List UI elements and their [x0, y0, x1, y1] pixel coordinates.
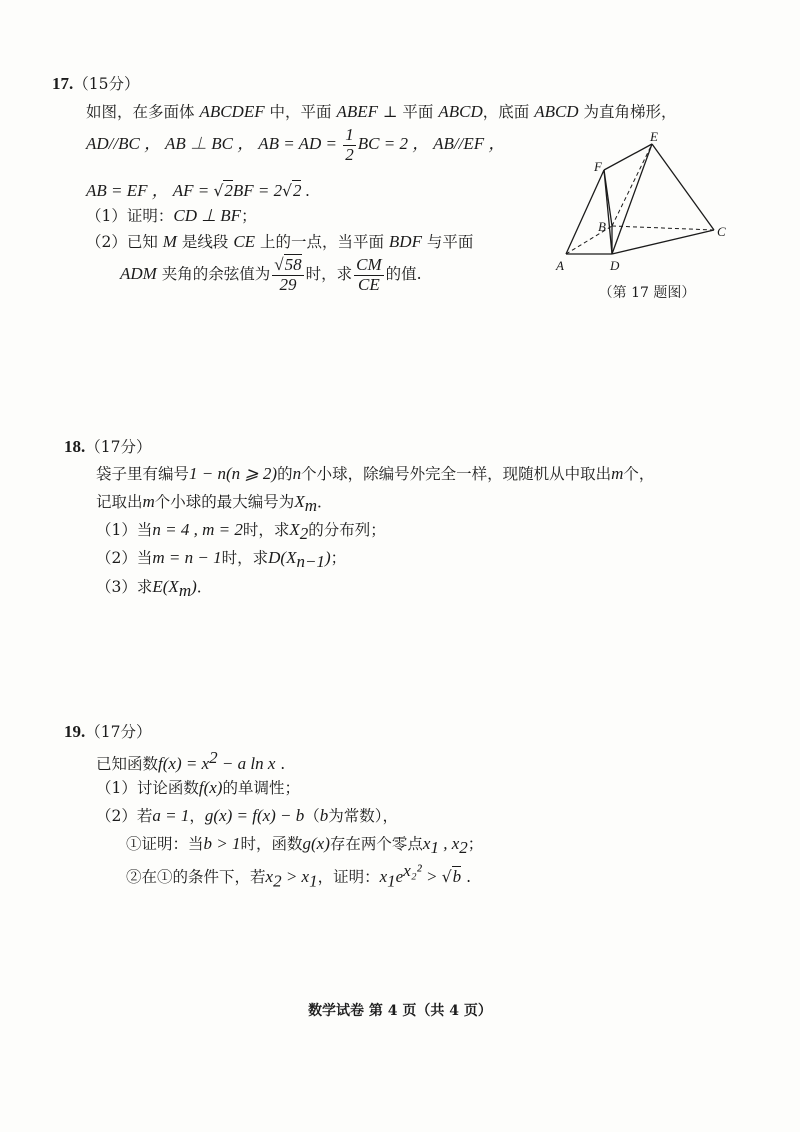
polyhedron-diagram: [552, 128, 742, 278]
q17-sqrt2-b: 2: [292, 181, 302, 200]
q17-part1-end: ；: [241, 207, 257, 225]
q17-part2-line2: [120, 256, 422, 294]
q18-line2-X: X: [294, 492, 305, 511]
q18-p3-sub: m: [178, 581, 192, 601]
q19-s2-lhs-e: e: [395, 867, 404, 887]
q19-part2: [96, 804, 398, 826]
q17-intro-mid2: ，底面: [482, 103, 535, 121]
q17-perp: ⊥ 平面: [378, 103, 439, 121]
edge-CD: [612, 230, 714, 254]
q18-p1-end: 的分布列；: [308, 521, 386, 539]
q19-part1: [96, 776, 300, 798]
q17-part2-mid2: 上的一点，当平面: [255, 233, 389, 251]
q17-part2-end: 与平面: [421, 233, 474, 251]
q19-line1-sup: 2: [209, 748, 218, 767]
q19-p1-end: 的单调性；: [222, 779, 300, 797]
q19-points: （17分）: [85, 723, 152, 741]
q19-s1-end: ；: [467, 835, 484, 853]
q19-s2-label: ②在①的条件下，若: [126, 868, 266, 887]
q19-s2-rhs-sqrt: b: [452, 867, 462, 887]
q17-part2-label: （2）已知: [86, 233, 163, 251]
q18-p3-close: ): [191, 577, 197, 596]
q18-p2-D: D(X: [268, 548, 297, 567]
q19-s2-x1: x: [301, 867, 310, 887]
q19-s2-gt: >: [281, 867, 302, 887]
q17-header: [52, 72, 139, 94]
q17-plane2: ABCD: [438, 102, 483, 121]
q18-line2-b: 个小球的最大编号为: [154, 493, 295, 511]
q17-cond2b: BF = 2: [232, 181, 283, 200]
q18-p2-end: ；: [330, 549, 347, 567]
q17-figure-caption: （第 17 题图）: [598, 285, 696, 301]
q17-cos-num: [272, 256, 303, 276]
q18-line1: [96, 462, 654, 484]
q17-cond2a: AB = EF ， AF =: [86, 181, 214, 200]
label-A: A: [556, 258, 564, 273]
q17-cos-sqrt: 58: [284, 255, 302, 274]
sqrt-sign: √: [274, 255, 284, 274]
q19-s1-g: g(x): [302, 834, 330, 853]
q18-line2-m: m: [142, 492, 155, 511]
q17-intro: [86, 100, 677, 122]
q17-part2-CE: CE: [233, 232, 256, 251]
q17-part2-mid: 是线段: [176, 233, 234, 251]
q19-s2-end: .: [461, 868, 471, 887]
q17-part1-math: CD ⊥ BF: [173, 206, 242, 225]
sqrt-sign: √: [282, 182, 292, 200]
q17-base: ABCD: [534, 102, 579, 121]
edge-BE-hidden: [612, 144, 652, 226]
q19-line1-b: − a ln x: [217, 754, 276, 774]
q18-p2-label: （2）当: [96, 549, 153, 567]
q17-cond2c: .: [301, 181, 310, 200]
sqrt-sign: √: [441, 868, 452, 887]
label-B: B: [598, 219, 606, 234]
q17-cond1-end: BC = 2 ， AB//EF ，: [357, 134, 506, 154]
q19-line1-end: .: [275, 755, 286, 774]
q17-intro-prefix: 如图，在多面体: [86, 103, 200, 121]
q19-s2-gt2: >: [421, 867, 442, 887]
q18-part3: [96, 575, 212, 601]
q19-s1-x1: x: [422, 834, 431, 853]
edge-BC-hidden: [612, 226, 714, 230]
q18-p3-E: E(X: [152, 577, 179, 596]
q17-cos-fraction: [272, 256, 303, 294]
q18-p2-cond: m = n − 1: [152, 548, 222, 567]
q19-s1-x2: x: [451, 834, 460, 853]
q18-p1-sub: 2: [299, 524, 309, 544]
q18-line1-m: m: [611, 464, 624, 483]
q19-line1-a: 已知函数: [96, 755, 159, 774]
q17-half-fraction: [343, 126, 356, 164]
q19-p2-b: b: [319, 806, 329, 825]
q19-s2-x1sub: 1: [309, 871, 318, 891]
page-footer: 数学试卷 第 4 页（共 4 页）: [308, 1003, 492, 1019]
q18-line2: [96, 490, 333, 516]
label-F: F: [594, 159, 602, 174]
q19-number: 19.: [64, 722, 86, 741]
q17-cos-den: 29: [279, 274, 297, 294]
q17-part1: [86, 204, 257, 226]
q19-line1: [96, 748, 285, 774]
q18-line1-a: 袋子里有编号: [96, 465, 190, 483]
q17-sqrt2: 2: [224, 181, 233, 200]
q19-s1-cond: b > 1: [203, 834, 241, 853]
q18-p2-sub: n−1: [296, 552, 325, 572]
q18-line1-range: 1 − n(n ⩾ 2): [189, 464, 278, 483]
q18-line2-sub: m: [304, 496, 317, 516]
q19-s2-x2sub: 2: [273, 871, 282, 891]
q19-p2-g: g(x) = f(x) − b: [204, 806, 305, 825]
q19-p1-f: f(x): [198, 778, 223, 797]
q19-p1-label: （1）讨论函数: [96, 779, 199, 797]
q19-s2-lhs-sup: x₂²: [403, 861, 422, 880]
q17-part1-label: （1）证明：: [86, 207, 174, 225]
q17-part2-ADM: ADM: [120, 264, 157, 284]
q18-number: 18.: [64, 437, 86, 456]
q19-s2-x2: x: [265, 867, 274, 887]
q18-p3-label: （3）求: [96, 578, 153, 596]
edge-AF: [566, 170, 604, 254]
q17-ratio-num: CM: [356, 255, 382, 274]
q19-s1-x1sub: 1: [430, 838, 439, 858]
q19-s2-lhs-x: x: [379, 867, 388, 887]
q18-line1-b: 的: [277, 465, 293, 483]
q17-plane1: ABEF: [336, 102, 378, 121]
label-D: D: [610, 258, 620, 273]
q18-p2-mid: 时，求: [221, 549, 269, 567]
q18-line1-d: 个，: [623, 465, 655, 483]
q19-sub2: [126, 861, 471, 891]
q18-line1-n: n: [292, 464, 302, 483]
q19-s2-mid: ，证明：: [317, 868, 380, 887]
q19-p2-a: a = 1: [152, 806, 190, 825]
q18-p2-close: ): [324, 548, 331, 567]
q18-p3-end: ．: [196, 578, 213, 596]
q18-line2-a: 记取出: [96, 493, 143, 511]
q18-line2-end: ．: [316, 493, 333, 511]
q17-half-num: 1: [345, 125, 354, 144]
q17-number: 17.: [52, 74, 74, 93]
edge-EC: [652, 144, 714, 230]
q18-p1-mid: 时，求: [242, 521, 290, 539]
q17-condition-line2: [86, 176, 310, 201]
q17-cond1: AD//BC ， AB ⊥ BC ， AB = AD =: [86, 134, 342, 154]
q18-p1-label: （1）当: [96, 521, 153, 539]
q17-part2b-mid: 夹角的余弦值为: [156, 265, 271, 284]
q17-part2: [86, 230, 473, 252]
q19-sub1: [126, 832, 483, 858]
q17-points: （15分）: [73, 75, 140, 93]
q17-figure: [552, 128, 742, 302]
sqrt-sign: √: [213, 182, 224, 200]
q19-s2-lhs-sub: 1: [387, 871, 396, 891]
q17-part2-BDF: BDF: [388, 232, 422, 251]
q19-p2-paren-b: 为常数），: [328, 807, 399, 825]
q19-line1-f: f(x) = x: [158, 754, 210, 774]
q18-header: [64, 435, 151, 457]
q18-points: （17分）: [85, 438, 152, 456]
edge-FE: [604, 144, 652, 170]
q17-part2b-mid2: 时，求: [305, 265, 353, 284]
q17-intro-mid1: 中，平面: [264, 103, 337, 121]
q17-half-den: 2: [345, 144, 354, 164]
q18-part2: [96, 546, 346, 572]
q19-s1-comma: ,: [438, 834, 452, 853]
label-C: C: [717, 224, 726, 239]
q18-p1-cond: n = 4 , m = 2: [152, 520, 243, 539]
q19-p2-mid: ，: [189, 807, 205, 825]
edge-DE: [612, 144, 652, 254]
q19-s1-mid2: 存在两个零点: [329, 835, 423, 853]
q17-polyhedron: ABCDEF: [199, 102, 265, 121]
q18-p1-X: X: [289, 520, 300, 539]
q19-s1-mid: 时，函数: [240, 835, 303, 853]
q19-s1-label: ①证明：当: [126, 835, 204, 853]
q17-ratio-den: CE: [358, 274, 380, 294]
q19-header: [64, 720, 151, 742]
q17-intro-end: 为直角梯形，: [578, 103, 677, 121]
q17-condition-line1: [86, 126, 505, 164]
q18-part1: [96, 518, 386, 544]
q17-part2b-end: 的值.: [385, 265, 422, 284]
q19-p2-paren-a: （: [304, 807, 320, 825]
label-E: E: [650, 129, 658, 144]
q19-p2-label: （2）若: [96, 807, 153, 825]
q18-line1-c: 个小球，除编号外完全一样，现随机从中取出: [301, 465, 612, 483]
q17-ratio-fraction: [354, 256, 384, 294]
q19-s1-x2sub: 2: [459, 838, 468, 858]
q17-part2-M: M: [162, 232, 177, 251]
